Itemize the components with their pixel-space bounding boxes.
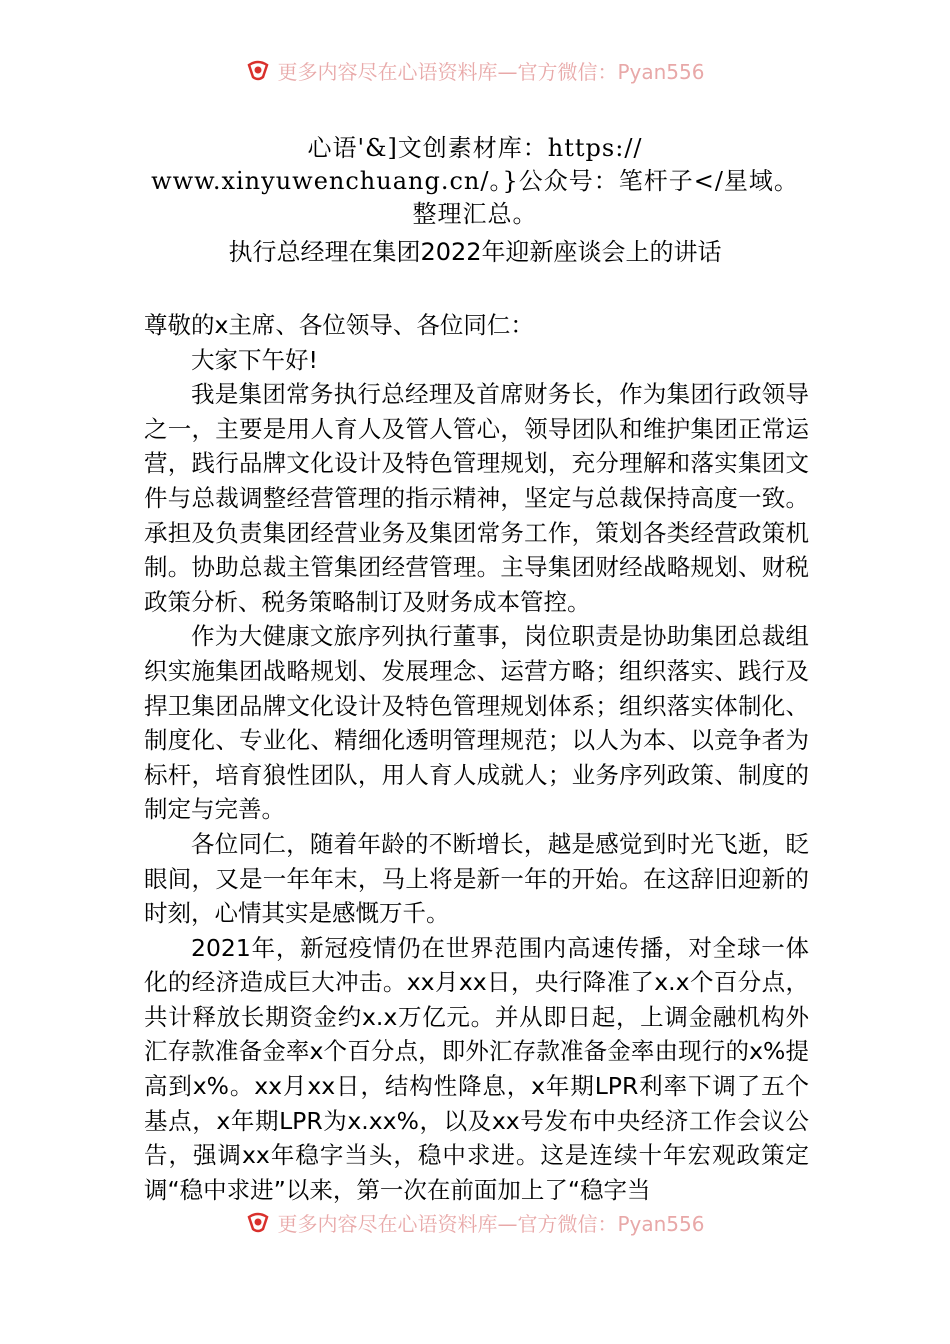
watermark-text: 更多内容尽在心语资料库—官方微信：Pyan556 xyxy=(277,1211,705,1236)
source-line: www.xinyuwenchuang.cn/。}公众号：笔杆子</星域。 xyxy=(151,167,799,195)
paragraph: 作为大健康文旅序列执行董事，岗位职责是协助集团总裁组织实施集团战略规划、发展理念、运营方略；组织落实、践行及捍卫集团品牌文化设计及特色管理规划体系；组织落实体制化、制度化、专业化、精细化透明管理规范；以人为本、以竞争者为标杆，培育狼性团队，用人育人成就人；业务序列政策、制度的制定与完善。 xyxy=(144,622,809,824)
salutation: 尊敬的x主席、各位领导、各位同仁： xyxy=(144,311,534,339)
source-line: 整理汇总。 xyxy=(412,200,538,228)
logo-icon xyxy=(245,1209,271,1235)
source-note xyxy=(140,132,810,231)
document-body xyxy=(144,308,809,1207)
watermark-header xyxy=(0,55,950,85)
paragraph: 2021年，新冠疫情仍在世界范围内高速传播，对全球一体化的经济造成巨大冲击。xx月xx日，央行降准了x.x个百分点，共计释放长期资金约x.x万亿元。并从即日起，上调金融机构外汇存款准备金率x个百分点，即外汇存款准备金率由现行的x%提高到x%。xx月xx日，结构性降息，x年期LPR利率下调了五个基点，x年期LPR为x.xx%，以及xx号发布中央经济工作会议公告，强调xx年稳字当头，稳中求进。这是连续十年宏观政策定调“稳中求进”以来，第一次在前面加上了“稳字当 xyxy=(144,933,809,1204)
paragraph: 我是集团常务执行总经理及首席财务长，作为集团行政领导之一，主要是用人育人及管人管心，领导团队和维护集团正常运营，践行品牌文化设计及特色管理规划，充分理解和落实集团文件与总裁调整经营管理的指示精神，坚定与总裁保持高度一致。承担及负责集团经营业务及集团常务工作，策划各类经营政策机制。协助总裁主管集团经营管理。主导集团财经战略规划、财税政策分析、税务策略制订及财务成本管控。 xyxy=(144,380,809,616)
source-line: 心语'&]文创素材库：https:// xyxy=(307,134,643,162)
logo-icon xyxy=(245,57,271,83)
paragraph: 大家下午好! xyxy=(191,345,318,374)
document-title: 执行总经理在集团2022年迎新座谈会上的讲话 xyxy=(228,238,722,266)
paragraph: 各位同仁，随着年龄的不断增长，越是感觉到时光飞逝，眨眼间，又是一年年末，马上将是新一年的开始。在这辞旧迎新的时刻，心情其实是感慨万千。 xyxy=(144,829,809,928)
watermark-text: 更多内容尽在心语资料库—官方微信：Pyan556 xyxy=(277,59,705,84)
watermark-footer xyxy=(0,1207,950,1237)
